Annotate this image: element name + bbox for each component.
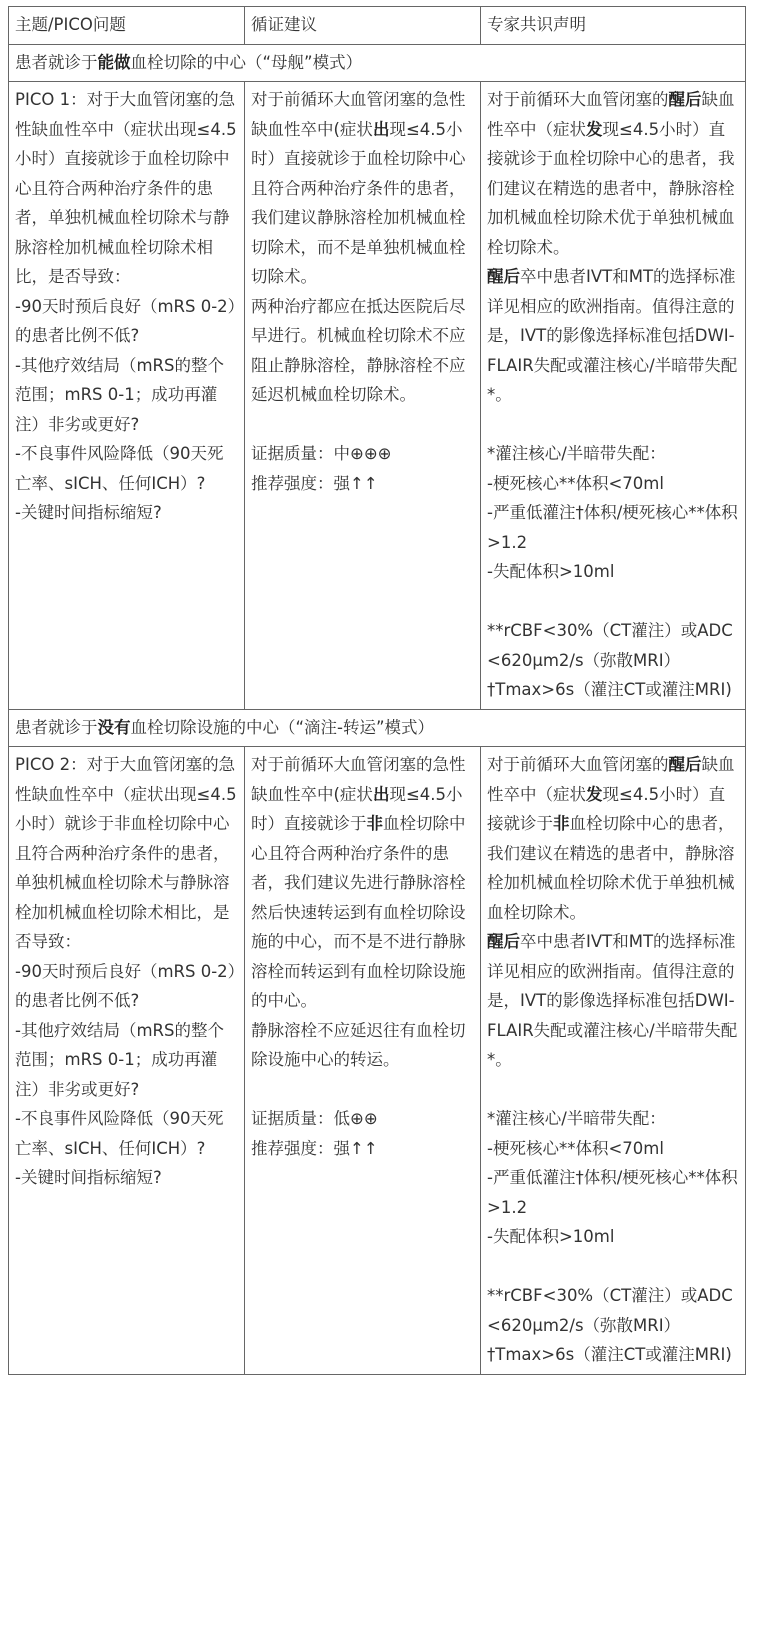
section-title-drip-and-ship: 患者就诊于没有血栓切除设施的中心（“滴注-转运”模式） bbox=[9, 709, 746, 747]
section-row-mothership bbox=[9, 44, 746, 82]
header-expert-consensus: 专家共识声明 bbox=[481, 7, 746, 45]
mismatch-criterion: -梗死核心**体积<70ml bbox=[487, 473, 664, 493]
pico-intro: PICO 1：对于大血管闭塞的急性缺血性卒中（症状出现≤4.5小时）直接就诊于血栓切除中心且符合两种治疗条件的患者，单独机械血栓切除术与静脉溶栓加机械血栓切除术相比，是否导致： bbox=[15, 90, 237, 286]
section-row-drip-and-ship bbox=[9, 709, 746, 747]
recommendation-note: 两种治疗都应在抵达医院后尽早进行。机械血栓切除术不应阻止静脉溶栓，静脉溶栓不应延迟机械血栓切除术。 bbox=[251, 296, 466, 404]
evidence-quality: 证据质量：低⊕⊕ bbox=[251, 1109, 378, 1128]
recommendation-text: 对于前循环大血管闭塞的急性缺血性卒中(症状出现≤4.5小时）直接就诊于血栓切除中心且符合两种治疗条件的患者，我们建议静脉溶栓加机械血栓切除术，而不是单独机械血栓切除术。 bbox=[251, 90, 466, 286]
mismatch-criterion: -严重低灌注†体积/梗死核心**体积>1.2 bbox=[487, 503, 738, 552]
footnote: **rCBF<30%（CT灌注）或ADC<620μm2/s（弥散MRI） bbox=[487, 621, 733, 670]
expert-statement: 对于前循环大血管闭塞的醒后缺血性卒中（症状发现≤4.5小时）直接就诊于血栓切除中心的患者，我们建议在精选的患者中，静脉溶栓加机械血栓切除术优于单独机械血栓切除术。 bbox=[487, 90, 735, 257]
pico-row-2 bbox=[9, 747, 746, 1375]
pico-outcome-item: -不良事件风险降低（90天死亡率、sICH、任何ICH）? bbox=[15, 444, 224, 493]
mismatch-title: *灌注核心/半暗带失配： bbox=[487, 1109, 666, 1128]
expert-statement: 对于前循环大血管闭塞的醒后缺血性卒中（症状发现≤4.5小时）直接就诊于非血栓切除中心的患者，我们建议在精选的患者中，静脉溶栓加机械血栓切除术优于单独机械血栓切除术。 bbox=[487, 755, 735, 922]
header-topic-pico: 主题/PICO问题 bbox=[9, 7, 245, 45]
evidence-quality: 证据质量：中⊕⊕⊕ bbox=[251, 444, 392, 463]
mismatch-criterion: -失配体积>10ml bbox=[487, 562, 615, 581]
expert-note: 醒后卒中患者IVT和MT的选择标准详见相应的欧洲指南。值得注意的是，IVT的影像选择标准包括DWI-FLAIR失配或灌注核心/半暗带失配*。 bbox=[487, 932, 738, 1069]
expert-consensus-cell bbox=[481, 82, 746, 710]
mismatch-criterion: -失配体积>10ml bbox=[487, 1227, 615, 1246]
pico-intro: PICO 2：对于大血管闭塞的急性缺血性卒中（症状出现≤4.5小时）就诊于非血栓切除中心且符合两种治疗条件的患者，单独机械血栓切除术与静脉溶栓加机械血栓切除术相比，是否导致： bbox=[15, 755, 237, 951]
footnote: †Tmax>6s（灌注CT或灌注MRI) bbox=[487, 680, 732, 699]
footnote: †Tmax>6s（灌注CT或灌注MRI) bbox=[487, 1345, 732, 1364]
footnote: **rCBF<30%（CT灌注）或ADC<620μm2/s（弥散MRI） bbox=[487, 1286, 733, 1335]
guideline-table bbox=[8, 6, 746, 1375]
recommendation-strength: 推荐强度：强↑↑ bbox=[251, 473, 378, 493]
header-row bbox=[9, 7, 746, 45]
recommendation-cell bbox=[245, 82, 481, 710]
pico-question-cell bbox=[9, 82, 245, 710]
recommendation-strength: 推荐强度：强↑↑ bbox=[251, 1138, 378, 1158]
pico-question-cell bbox=[9, 747, 245, 1375]
mismatch-title: *灌注核心/半暗带失配： bbox=[487, 444, 666, 463]
pico-outcome-item: -90天时预后良好（mRS 0-2）的患者比例不低? bbox=[15, 961, 236, 1010]
pico-outcome-item: -不良事件风险降低（90天死亡率、sICH、任何ICH）? bbox=[15, 1109, 224, 1158]
header-evidence-recommendation: 循证建议 bbox=[245, 7, 481, 45]
recommendation-text: 对于前循环大血管闭塞的急性缺血性卒中(症状出现≤4.5小时）直接就诊于非血栓切除中心且符合两种治疗条件的患者，我们建议先进行静脉溶栓然后快速转运到有血栓切除设施的中心，而不是不进行静脉溶栓而转运到有血栓切除设施的中心。 bbox=[251, 755, 466, 1010]
pico-outcome-item: -90天时预后良好（mRS 0-2）的患者比例不低? bbox=[15, 296, 236, 345]
expert-consensus-cell bbox=[481, 747, 746, 1375]
pico-row-1 bbox=[9, 82, 746, 710]
pico-outcome-item: -其他疗效结局（mRS的整个范围；mRS 0-1；成功再灌注）非劣或更好? bbox=[15, 355, 224, 434]
mismatch-criterion: -严重低灌注†体积/梗死核心**体积>1.2 bbox=[487, 1168, 738, 1217]
mismatch-criterion: -梗死核心**体积<70ml bbox=[487, 1138, 664, 1158]
pico-outcome-item: -关键时间指标缩短? bbox=[15, 503, 162, 522]
expert-note: 醒后卒中患者IVT和MT的选择标准详见相应的欧洲指南。值得注意的是，IVT的影像选择标准包括DWI-FLAIR失配或灌注核心/半暗带失配*。 bbox=[487, 267, 738, 404]
recommendation-note: 静脉溶栓不应延迟往有血栓切除设施中心的转运。 bbox=[251, 1020, 466, 1069]
pico-outcome-item: -关键时间指标缩短? bbox=[15, 1168, 162, 1187]
section-title-mothership: 患者就诊于能做血栓切除的中心（“母舰”模式） bbox=[9, 44, 746, 82]
recommendation-cell bbox=[245, 747, 481, 1375]
pico-outcome-item: -其他疗效结局（mRS的整个范围；mRS 0-1；成功再灌注）非劣或更好? bbox=[15, 1020, 224, 1099]
